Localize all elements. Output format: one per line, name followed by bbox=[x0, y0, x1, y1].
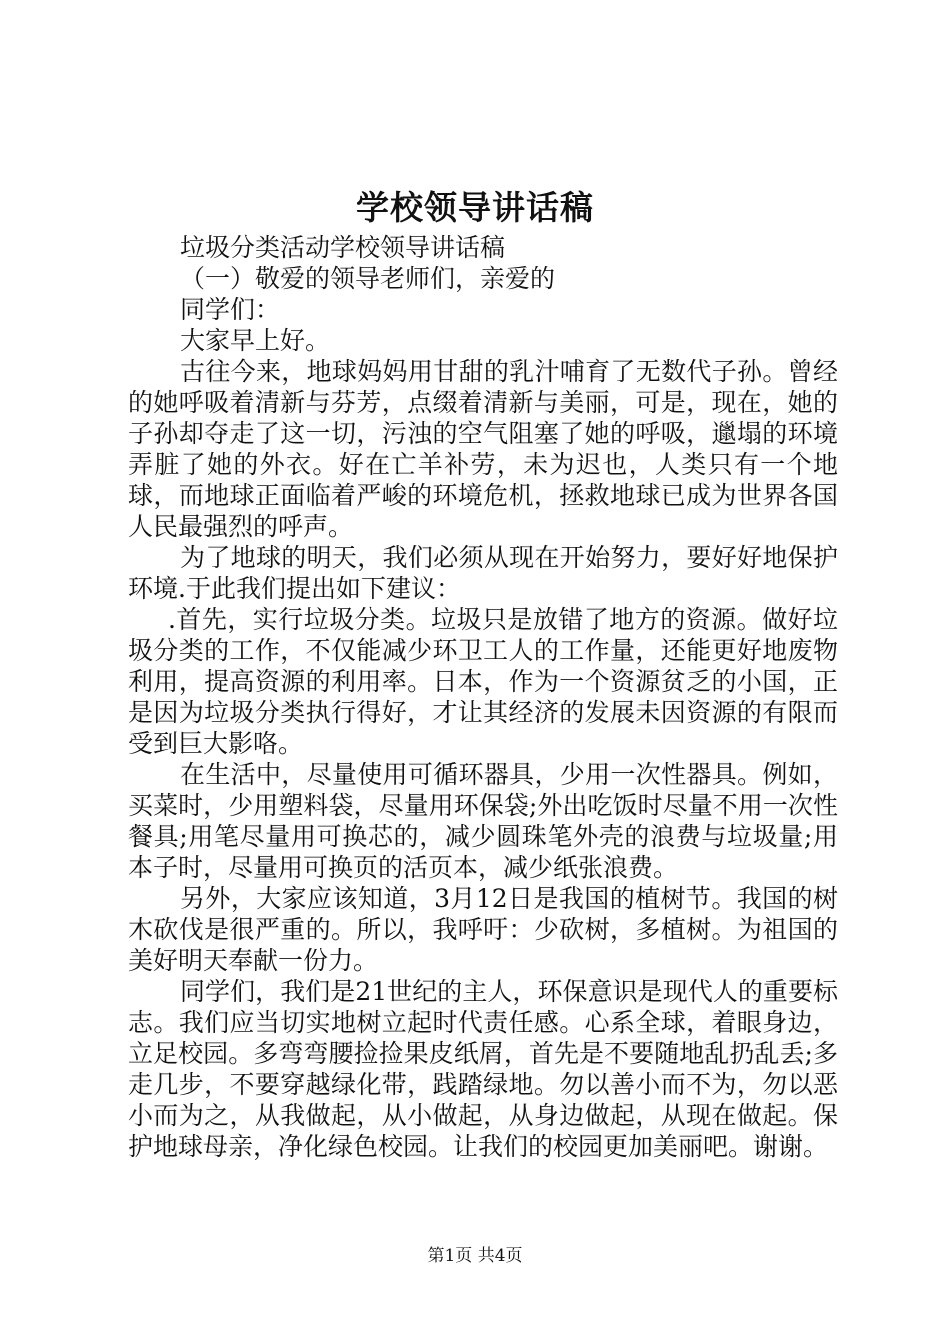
paragraph-closing: 同学们，我们是21世纪的主人，环保意识是现代人的重要标志。我们应当切实地树立起时代责任感。心系全球，着眼身边，立足校园。多弯弯腰捡捡果皮纸屑，首先是不要随地乱扔乱丢;多走几步，不要穿越绿化带，践踏绿地。勿以善小而不为，勿以恶小而为之，从我做起，从小做起，从身边做起，从现在做起。保护地球母亲，净化绿色校园。让我们的校园更加美丽吧。谢谢。 bbox=[128, 977, 838, 1161]
paragraph-greeting-cont: 同学们： bbox=[180, 295, 281, 324]
document-body bbox=[128, 232, 838, 1162]
paragraph-sorting: .首先，实行垃圾分类。垃圾只是放错了地方的资源。做好垃圾分类的工作，不仅能减少环卫工人的工作量，还能更好地废物利用，提高资源的利用率。日本，作为一个资源贫乏的小国，正是因为垃圾分类执行得好，才让其经济的发展未因资源的有限而受到巨大影咯。 bbox=[128, 605, 838, 758]
paragraph-daily-life: 在生活中，尽量使用可循环器具，少用一次性器具。例如，买菜时，少用塑料袋，尽量用环保袋;外出吃饭时尽量不用一次性餐具;用笔尽量用可换芯的，减少圆珠笔外壳的浪费与垃圾量;用本子时，尽量用可换页的活页本，减少纸张浪费。 bbox=[128, 760, 838, 882]
paragraph-subtitle: 垃圾分类活动学校领导讲话稿 bbox=[180, 233, 506, 262]
paragraph-earth: 古往今来，地球妈妈用甘甜的乳汁哺育了无数代子孙。曾经的她呼吸着清新与芬芳，点缀着清新与美丽，可是，现在，她的子孙却夺走了这一切，污浊的空气阻塞了她的呼吸，邋塌的环境弄脏了她的外衣。好在亡羊补劳，未为迟也，人类只有一个地球，而地球正面临着严峻的环境危机，拯救地球已成为世界各国人民最强烈的呼声。 bbox=[128, 357, 838, 541]
page-footer: 第1页 共4页 bbox=[427, 1246, 523, 1266]
paragraph-suggestion-intro: 为了地球的明天，我们必须从现在开始努力，要好好地保护环境.于此我们提出如下建议： bbox=[128, 543, 838, 603]
paragraph-greeting: （一）敬爱的领导老师们，亲爱的 bbox=[180, 264, 556, 293]
paragraph-arbor-day: 另外，大家应该知道，3月12日是我国的植树节。我国的树木砍伐是很严重的。所以，我呼吁：少砍树，多植树。为祖国的美好明天奉献一份力。 bbox=[128, 884, 838, 975]
document-title: 学校领导讲话稿 bbox=[356, 188, 594, 227]
paragraph-morning: 大家早上好。 bbox=[180, 326, 331, 355]
